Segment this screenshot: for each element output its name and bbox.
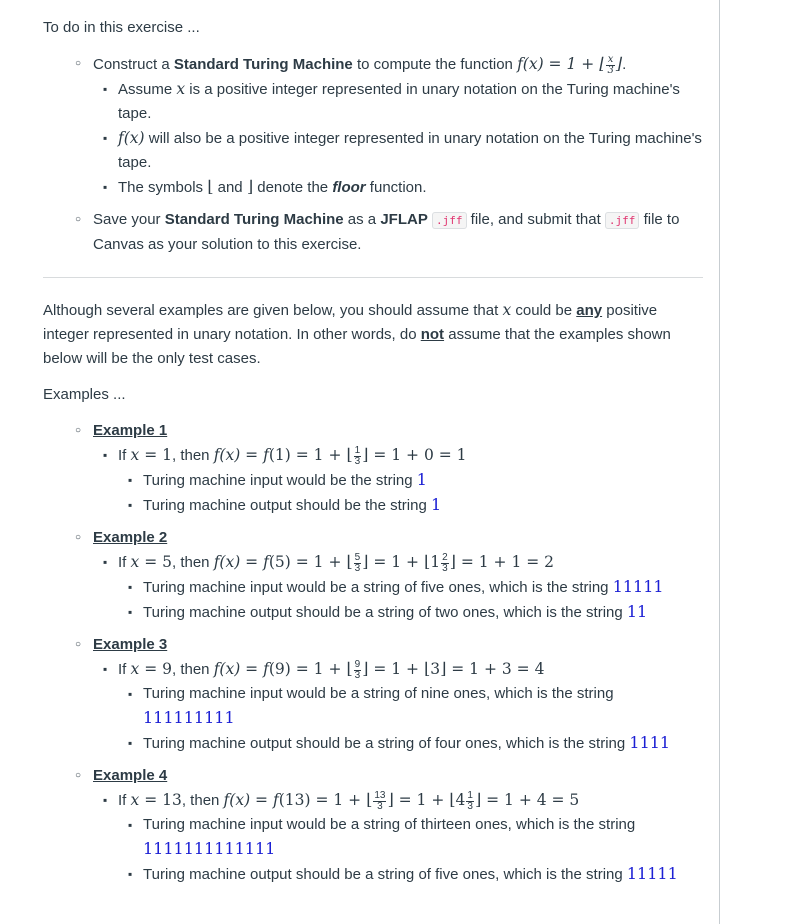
example-equation: ▪ If x = 9, then f(x) = f(9) = 1 + ⌊ $\frac{9}{3}$ ⌋ = 1 + ⌊3⌋ = 1 + 3 = 4 ▪ Turing machine input would be a string of nine ones, which is the string 111111111 ▪ Turing machine output should be a string of four ones, which is the string 1111 xyxy=(93,657,703,756)
example-output: ▪ Turing machine output should be the string 1 xyxy=(118,493,703,518)
example-title[interactable]: Example 2 xyxy=(93,529,168,546)
task-construct: ○ Construct a Standard Turing Machine to compute the function f(x) = 1 + ⌊ $\frac{x}{3}$ ⌋. ▪ Assume x is a positive integer represented in unary notation on the Turing machine's tape. ▪ f(x) will also be a positive integer represented in unary notation on the Turing machine's tape. ▪ The symbols ⌊ and ⌋ denote the floor function. xyxy=(43,52,703,200)
divider xyxy=(43,277,703,278)
example-title[interactable]: Example 4 xyxy=(93,767,168,784)
detail-output: ▪ f(x) will also be a positive integer represented in unary notation on the Turing machine's tape. xyxy=(93,126,703,175)
example-equation: ▪ If x = 5, then f(x) = f(5) = 1 + ⌊ $\frac{5}{3}$ ⌋ = 1 + ⌊1 $\frac{2}{3}$ ⌋ = 1 + 1 = 2 ▪ Turing machine input would be a string of five ones, which is the string 11111 ▪ Turing machine output should be a string of two ones, which is the string 11 xyxy=(93,550,703,625)
note-paragraph: Although several examples are given below, you should assume that x could be any positive integer represented in unary notation. In other words, do not assume that the examples shown below will be the only test cases. xyxy=(43,301,671,367)
example-output: ▪ Turing machine output should be a string of two ones, which is the string 11 xyxy=(118,600,703,625)
detail-floor: ▪ The symbols ⌊ and ⌋ denote the floor function. xyxy=(93,175,703,200)
construct-details xyxy=(93,77,703,200)
example-1 xyxy=(43,419,703,518)
example-input: ▪ Turing machine input would be a string of nine ones, which is the string 111111111 xyxy=(118,682,703,731)
example-title[interactable]: Example 3 xyxy=(93,636,168,653)
example-2 xyxy=(43,526,703,625)
example-output: ▪ Turing machine output should be a string of four ones, which is the string 1111 xyxy=(118,731,703,756)
example-4 xyxy=(43,764,703,887)
assignment-content xyxy=(43,16,703,887)
example-output: ▪ Turing machine output should be a string of five ones, which is the string 11111 xyxy=(118,862,703,887)
task-list xyxy=(43,52,703,257)
examples-label: Examples ... xyxy=(43,386,126,403)
jff-code: .jff xyxy=(605,212,640,229)
jff-code: .jff xyxy=(432,212,467,229)
example-title[interactable]: Example 1 xyxy=(93,422,168,439)
intro-text: To do in this exercise ... xyxy=(43,19,200,36)
examples-list xyxy=(43,419,703,887)
function-formula: f(x) = 1 + ⌊ $\frac{x}{3}$ ⌋ xyxy=(517,53,623,76)
example-input: ▪ Turing machine input would be a string of thirteen ones, which is the string 1111111111111 xyxy=(118,813,703,862)
task-save: ○ Save your Standard Turing Machine as a JFLAP .jff file, and submit that .jff file to Canvas as your solution to this exercise. xyxy=(43,208,703,257)
example-input: ▪ Turing machine input would be a string of five ones, which is the string 11111 xyxy=(118,575,703,600)
example-input: ▪ Turing machine input would be the string 1 xyxy=(118,468,703,493)
example-equation: ▪ If x = 1, then f(x) = f(1) = 1 + ⌊ $\frac{1}{3}$ ⌋ = 1 + 0 = 1 ▪ Turing machine input would be the string 1 ▪ Turing machine output should be the string 1 xyxy=(93,443,703,518)
detail-assume: ▪ Assume x is a positive integer represented in unary notation on the Turing machine's tape. xyxy=(93,77,703,126)
example-3 xyxy=(43,633,703,756)
example-equation: ▪ If x = 13, then f(x) = f(13) = 1 + ⌊ $\frac{13}{3}$ ⌋ = 1 + ⌊4 $\frac{1}{3}$ ⌋ = 1 + 4 = 5 ▪ Turing machine input would be a string of thirteen ones, which is the string 1111111111111 ▪ Turing machine output should be a string of five ones, which is the string 11111 xyxy=(93,788,703,887)
